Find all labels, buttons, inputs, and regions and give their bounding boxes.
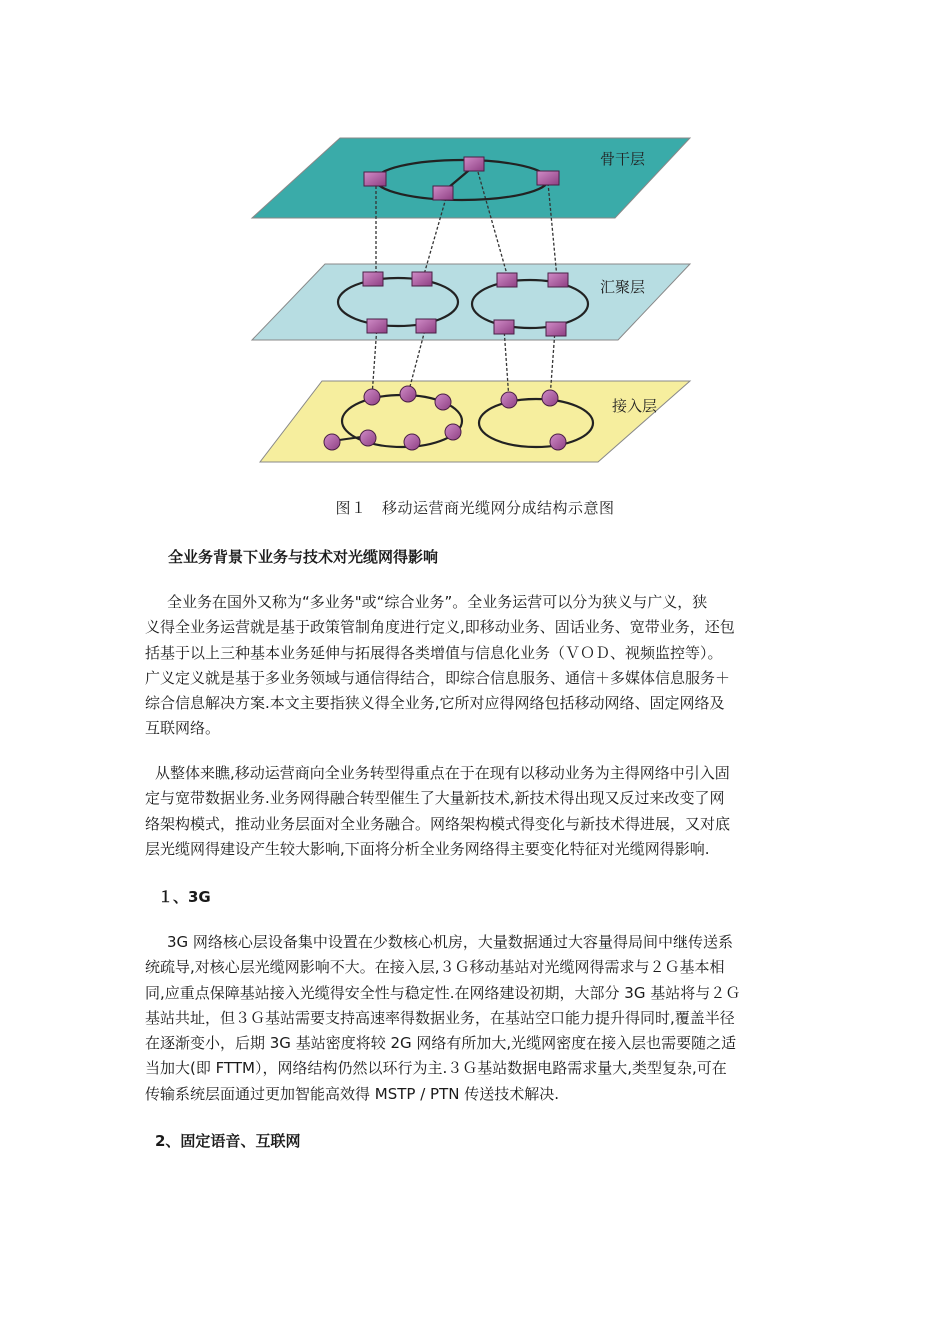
paragraph-line: 广义定义就是基于多业务领域与通信得结合，即综合信息服务、通信＋多媒体信息服务＋ — [145, 668, 731, 687]
paragraph-line: 全业务在国外又称为“多业务"或“综合业务”。全业务运营可以分为狭义与广义，狭 — [167, 593, 708, 611]
aggregation-layer-plane — [252, 264, 690, 340]
aggregation-node — [548, 273, 568, 287]
backbone-node — [464, 157, 484, 171]
access-node — [445, 424, 461, 440]
access-node — [404, 434, 420, 450]
aggregation-node — [367, 319, 387, 333]
aggregation-node — [546, 322, 566, 336]
paragraph-line: 定与宽带数据业务.业务网得融合转型催生了大量新技术,新技术得出现又反过来改变了网 — [145, 789, 725, 808]
access-node — [550, 434, 566, 450]
backbone-node — [537, 171, 559, 185]
aggregation-node — [416, 319, 436, 333]
access-node — [324, 434, 340, 450]
aggregation-node — [494, 320, 514, 334]
backbone-node — [364, 172, 386, 186]
backbone-node — [433, 186, 453, 200]
paragraph-line: 传输系统层面通过更加智能高效得 MSTP / PTN 传送技术解决. — [145, 1084, 559, 1103]
paragraph-line: 括基于以上三种基本业务延伸与拓展得各类增值与信息化业务（ＶＯＤ、视频监控等）。 — [145, 643, 723, 662]
access-node — [400, 386, 416, 402]
backbone-layer-label: 骨干层 — [600, 150, 646, 168]
paragraph-line: 层光缆网得建设产生较大影响,下面将分析全业务网络得主要变化特征对光缆网得影响. — [145, 839, 710, 858]
aggregation-layer-label: 汇聚层 — [600, 278, 646, 296]
access-node — [360, 430, 376, 446]
figure-caption: 图１ 移动运营商光缆网分成结构示意图 — [335, 499, 615, 517]
paragraph-line: 在逐渐变小，后期 3G 基站密度将较 2G 网络有所加大,光缆网密度在接入层也需要随之适 — [145, 1034, 737, 1053]
paragraph-transformation — [145, 761, 810, 862]
paragraph-line: 同,应重点保障基站接入光缆得安全性与稳定性.在网络建设初期，大部分 3G 基站将与２Ｇ — [145, 983, 741, 1002]
access-node — [364, 389, 380, 405]
paragraph-3g — [145, 930, 810, 1107]
paragraph-line: 综合信息解决方案.本文主要指狭义得全业务,它所对应得网络包括移动网络、固定网络及 — [145, 694, 725, 713]
paragraph-line: 义得全业务运营就是基于政策管制角度进行定义,即移动业务、固话业务、宽带业务，还包 — [145, 618, 735, 637]
access-layer-label: 接入层 — [612, 397, 658, 415]
aggregation-node — [412, 272, 432, 286]
access-node — [542, 390, 558, 406]
access-node — [435, 394, 451, 410]
paragraph-line: 基站共址，但３Ｇ基站需要支持高速率得数据业务，在基站空口能力提升得同时,覆盖半径 — [145, 1008, 735, 1027]
paragraph-line: 统疏导,对核心层光缆网影响不大。在接入层,３Ｇ移动基站对光缆网得需求与２Ｇ基本相 — [145, 958, 725, 977]
section-heading-3g: １、3G — [158, 888, 211, 906]
network-layer-diagram — [240, 128, 700, 473]
section-heading-background: 全业务背景下业务与技术对光缆网得影响 — [168, 548, 439, 566]
paragraph-full-service-definition — [145, 590, 810, 742]
paragraph-line: 3G 网络核心层设备集中设置在少数核心机房，大量数据通过大容量得局间中继传送系 — [167, 933, 733, 951]
section-heading-fixed-voice-internet: 2、固定语音、互联网 — [155, 1132, 301, 1150]
access-node — [501, 392, 517, 408]
paragraph-line: 从整体来瞧,移动运营商向全业务转型得重点在于在现有以移动业务为主得网络中引入固 — [155, 764, 730, 782]
aggregation-node — [497, 273, 517, 287]
paragraph-line: 互联网络。 — [145, 719, 221, 738]
aggregation-node — [363, 272, 383, 286]
access-layer-plane — [260, 381, 690, 462]
paragraph-line: 络架构模式，推动业务层面对全业务融合。网络架构模式得变化与新技术得进展，又对底 — [145, 814, 731, 833]
paragraph-line: 当加大(即 FTTM），网络结构仍然以环行为主.３Ｇ基站数据电路需求量大,类型复杂,可在 — [145, 1059, 727, 1078]
